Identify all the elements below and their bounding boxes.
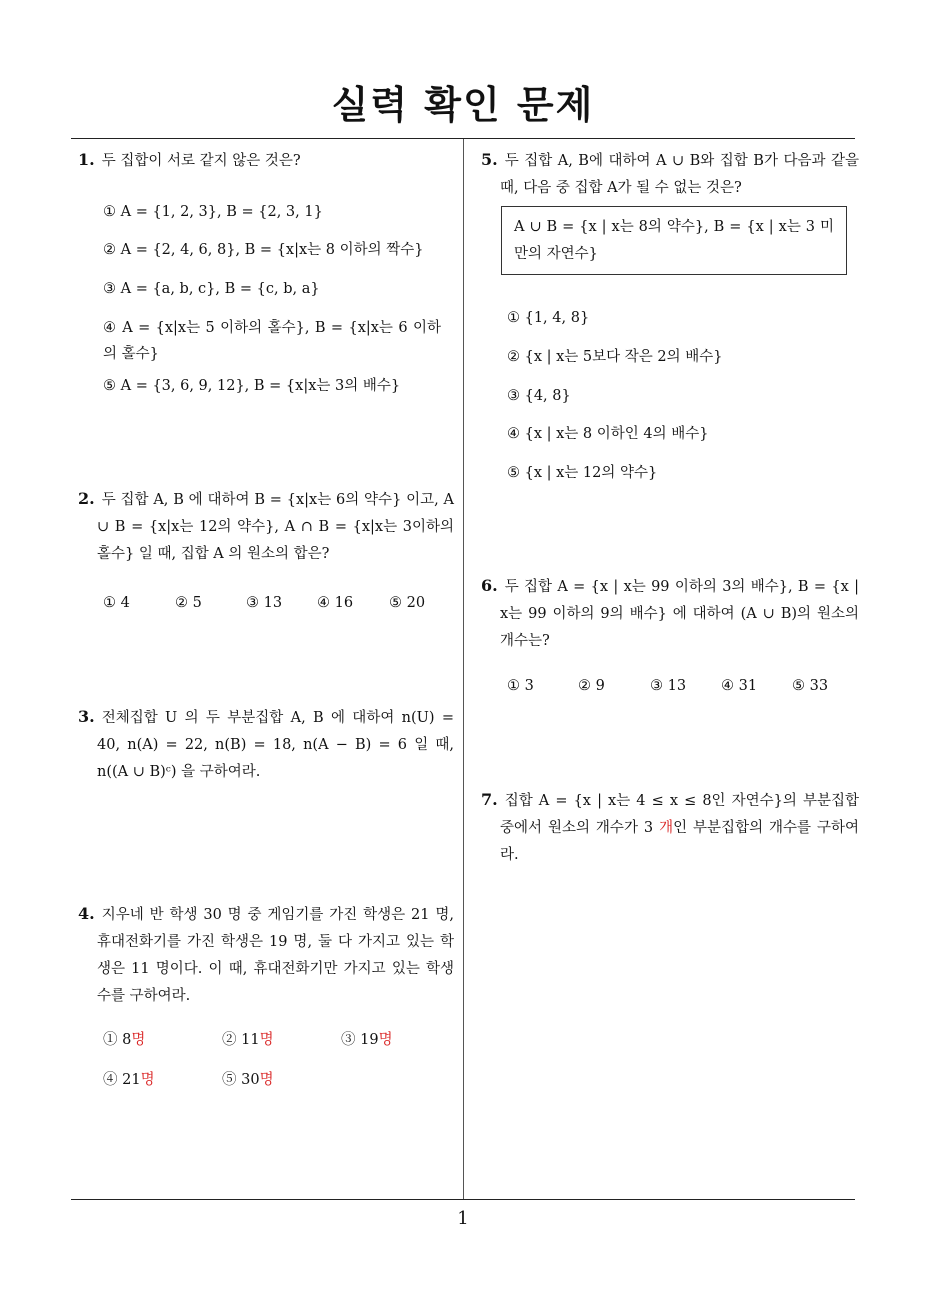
q1-option-1[interactable]: ① A = {1, 2, 3}, B = {2, 3, 1} — [103, 204, 323, 220]
unit-label: 명 — [259, 1072, 274, 1088]
q4-option-2[interactable]: ② 11명 — [222, 1032, 274, 1048]
question-stem: 집합 A = {x | x는 4 ≤ x ≤ 8인 자연수}의 부분집합 중에서 원소의 개수가 3 — [500, 793, 859, 836]
q5-option-4[interactable]: ④ {x | x는 8 이하인 4의 배수} — [507, 426, 709, 442]
bottom-rule — [71, 1199, 855, 1200]
q6-option-3[interactable]: ③ 13 — [650, 678, 687, 694]
q2-option-2[interactable]: ② 5 — [175, 595, 202, 611]
q5-option-3[interactable]: ③ {4, 8} — [507, 388, 571, 404]
q1-option-2[interactable]: ② A = {2, 4, 6, 8}, B = {x|x는 8 이하의 짝수} — [103, 242, 424, 258]
q2-option-5[interactable]: ⑤ 20 — [389, 595, 426, 611]
q4-option-5[interactable]: ⑤ 30명 — [222, 1072, 274, 1088]
question-2 — [78, 485, 454, 568]
question-stem: 두 집합이 서로 같지 않은 것은? — [101, 153, 301, 169]
question-number: 1. — [78, 150, 95, 169]
q2-option-3[interactable]: ③ 13 — [246, 595, 283, 611]
question-stem-tail: 인 부분집합의 개수를 구하여라. — [500, 820, 860, 863]
unit-label: 명 — [140, 1072, 155, 1088]
q2-option-1[interactable]: ① 4 — [103, 595, 130, 611]
question-number: 2. — [78, 489, 95, 508]
highlighted-word: 개 — [659, 820, 674, 836]
q5-option-1[interactable]: ① {1, 4, 8} — [507, 310, 590, 326]
column-divider — [463, 139, 464, 1200]
q4-option-3[interactable]: ③ 19명 — [341, 1032, 393, 1048]
question-7 — [481, 786, 859, 869]
q5-option-5[interactable]: ⑤ {x | x는 12의 약수} — [507, 465, 658, 481]
unit-label: 명 — [378, 1032, 393, 1048]
question-5 — [481, 146, 859, 202]
question-stem: 두 집합 A, B에 대하여 A ∪ B와 집합 B가 다음과 같을 때, 다음 중 집합 A가 될 수 없는 것은? — [500, 153, 859, 196]
q4-option-1[interactable]: ① 8명 — [103, 1032, 146, 1048]
unit-label: 명 — [131, 1032, 146, 1048]
q2-option-4[interactable]: ④ 16 — [317, 595, 354, 611]
question-number: 3. — [78, 707, 95, 726]
q1-option-5[interactable]: ⑤ A = {3, 6, 9, 12}, B = {x|x는 3의 배수} — [103, 378, 401, 394]
question-6 — [481, 572, 859, 655]
question-stem: 지우네 반 학생 30 명 중 게임기를 가진 학생은 21 명, 휴대전화기를 가진 학생은 19 명, 둘 다 가지고 있는 학생은 11 명이다. 이 때, 휴대전화기만 가지고 있는 학생 수를 구하여라. — [97, 907, 454, 1004]
question-number: 6. — [481, 576, 498, 595]
q1-option-4[interactable]: ④ A = {x|x는 5 이하의 홀수}, B = {x|x는 6 이하의 홀수} — [103, 320, 441, 362]
q6-option-5[interactable]: ⑤ 33 — [792, 678, 829, 694]
q4-option-4[interactable]: ④ 21명 — [103, 1072, 155, 1088]
page-number: 1 — [457, 1208, 469, 1229]
question-number: 4. — [78, 904, 95, 923]
q5-option-2[interactable]: ② {x | x는 5보다 작은 2의 배수} — [507, 349, 723, 365]
question-stem: 두 집합 A = {x | x는 99 이하의 3의 배수}, B = {x | x는 99 이하의 9의 배수} 에 대하여 (A ∪ B)의 원소의 개수는? — [500, 579, 859, 649]
unit-label: 명 — [259, 1032, 274, 1048]
q6-option-1[interactable]: ① 3 — [507, 678, 534, 694]
question-stem: 두 집합 A, B 에 대하여 B = {x|x는 6의 약수} 이고, A ∪ B = {x|x는 12의 약수}, A ∩ B = {x|x는 3이하의 홀수} 일 때, 집합 A 의 원소의 합은? — [97, 492, 454, 562]
q1-option-3[interactable]: ③ A = {a, b, c}, B = {c, b, a} — [103, 281, 320, 297]
question-number: 7. — [481, 790, 498, 809]
question-number: 5. — [481, 150, 498, 169]
question-stem: 전체집합 U 의 두 부분집합 A, B 에 대하여 n(U) = 40, n(A) = 22, n(B) = 18, n(A − B) = 6 일 때, n((A ∪ B)ᶜ) 을 구하여라. — [97, 710, 454, 780]
question-3 — [78, 703, 454, 786]
q6-option-4[interactable]: ④ 31 — [721, 678, 758, 694]
q6-option-2[interactable]: ② 9 — [578, 678, 605, 694]
page-title: 실력 확인 문제 — [331, 83, 595, 127]
question-4 — [78, 900, 454, 1010]
question-1 — [78, 146, 454, 175]
given-sets-box: A ∪ B = {x | x는 8의 약수}, B = {x | x는 3 미만의 자연수} — [501, 206, 847, 275]
